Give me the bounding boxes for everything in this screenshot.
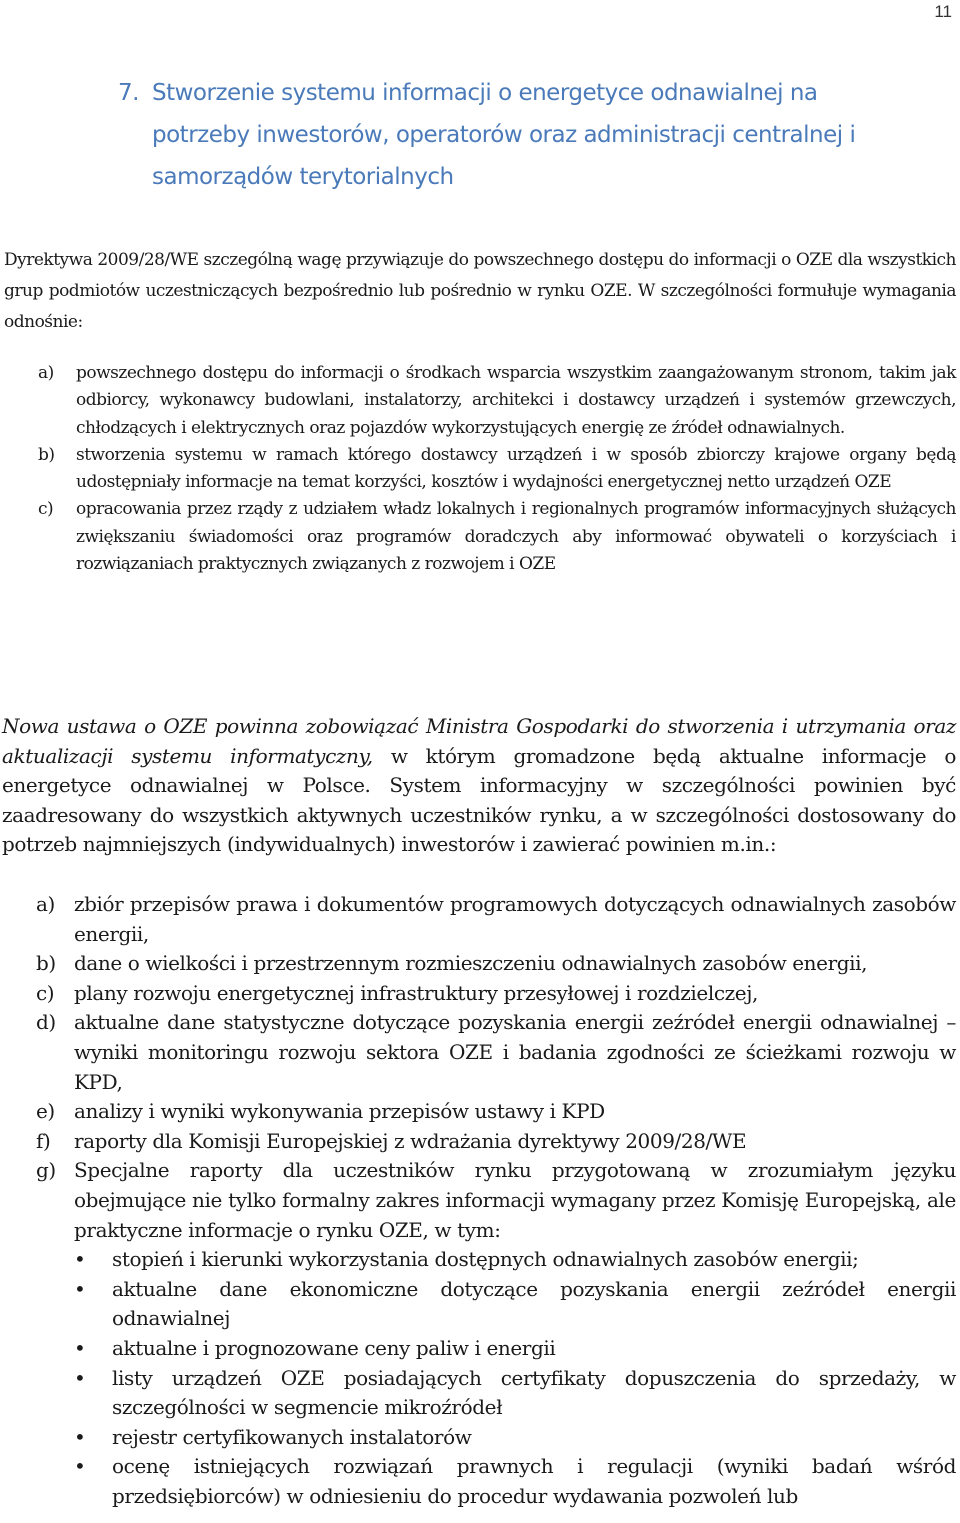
list-item-text: opracowania przez rządy z udziałem władz lokalnych i regionalnych programów informacyjnych służących zwiększaniu świadomości oraz programów doradczych aby informować obywateli o korzyściach i rozwiązaniach praktycznych związanych z rozwojem i OZE [76,499,956,575]
bullet-icon: • [74,1454,86,1479]
list-item [2,1097,956,1127]
bullet-list [74,1245,956,1511]
bullet-item [74,1334,956,1364]
list-marker: b) [36,951,56,976]
list-item-text: Specjalne raporty dla uczestników rynku przygotowaną w zrozumiałym języku obejmujące nie tylko formalny zakres informacji wymagany przez Komisję Europejską, ale praktyczne informacje o rynku OZE, w tym: [74,1158,956,1242]
bullet-item [74,1275,956,1334]
bullet-icon: • [74,1335,86,1360]
list-item [2,1008,956,1097]
bullet-item [74,1452,956,1511]
section-heading [118,72,898,198]
list-item-text: powszechnego dostępu do informacji o środkach wsparcia wszystkim zaangażowanym stronom, takim jak odbiorcy, wykonawcy budowlani, instalatorzy, architekci i dostawcy urządzeń i systemów grzewczych, chłodzących i elektrycznych oraz pojazdów wykorzystujących energię ze źródeł odnawialnych. [76,363,956,438]
italic-lead: Nowa ustawa o OZE powinna zobowiązać Ministra Gospodarki do stworzenia i utrzymania oraz aktualizacji systemu informatyczny, [2,714,956,768]
list-item-text: analizy i wyniki wykonywania przepisów ustawy i KPD [74,1099,605,1124]
bullet-icon: • [74,1247,86,1272]
list-marker: g) [36,1158,56,1183]
list-marker: e) [36,1099,55,1124]
system-paragraph [2,712,956,860]
list-item [2,979,956,1009]
bullet-text: listy urządzeń OZE posiadających certyfikaty dopuszczenia do sprzedaży, w szczególności w segmencie mikroźródeł [112,1365,956,1420]
list-marker: b) [38,444,55,465]
list-item [2,890,956,949]
intro-paragraph: Dyrektywa 2009/28/WE szczególną wagę przywiązuje do powszechnego dostępu do informacji o OZE dla wszystkich grup podmiotów uczestniczących bezpośrednio lub pośrednio w rynku OZE. W szczególności formułuje wymagania odnośnie: [4,250,956,332]
list-item [2,1127,956,1157]
list-marker: a) [38,363,54,383]
list-marker: f) [36,1128,51,1153]
bullet-icon: • [74,1276,86,1301]
section-number: 7. [118,80,139,106]
page-number: 11 [934,2,952,21]
list-item-text: stworzenia systemu w ramach którego dostawcy urządzeń i w sposób zbiorczy krajowe organy będą udostępniały informacje na temat korzyści, kosztów i wydajności energetycznej netto urządzeń OZE [76,444,956,493]
list-item [4,442,956,497]
list-item [2,949,956,979]
bullet-icon: • [74,1424,86,1449]
list-marker: d) [36,1010,56,1035]
list-item-text: dane o wielkości i przestrzennym rozmieszczeniu odnawialnych zasobów energii, [74,951,868,976]
list-item-text: raporty dla Komisji Europejskiej z wdrażania dyrektywy 2009/28/WE [74,1128,747,1153]
bullet-text: rejestr certyfikowanych instalatorów [112,1424,472,1449]
list-marker: a) [36,892,55,916]
list-item [4,496,956,578]
bullet-text: aktualne dane ekonomiczne dotyczące pozyskania energii zeźródeł energii odnawialnej [112,1276,956,1331]
list-item [2,1156,956,1511]
bullet-text: aktualne i prognozowane ceny paliw i energii [112,1335,556,1360]
bullet-text: ocenę istniejących rozwiązań prawnych i regulacji (wyniki badań wśród przedsiębiorców) w odniesieniu do procedur wydawania pozwoleń lub [112,1454,956,1508]
list-marker: c) [36,980,55,1005]
list-item-text: aktualne dane statystyczne dotyczące pozyskania energii zeźródeł energii odnawialnej – wyniki monitoringu rozwoju sektora OZE i badania zgodności ze ścieżkami rozwoju w KPD, [74,1010,956,1094]
bullet-item [74,1364,956,1423]
section-title: Stworzenie systemu informacji o energetyce odnawialnej na potrzeby inwestorów, operatorów oraz administracji centralnej i samorządów terytorialnych [152,80,856,190]
bullet-item [74,1423,956,1453]
bullet-item [74,1245,956,1275]
list-item [4,360,956,442]
paragraph-text: w którym gromadzone będą aktualne informacje o energetyce odnawialnej w Polsce. System informacyjny w szczególności powinien być zaadresowany do wszystkich aktywnych uczestników rynku, a w szczególności dostosowany do potrzeb najmniejszych (indywidualnych) inwestorów i zawierać powinien m.in.: [2,743,956,857]
bullet-icon: • [74,1365,86,1390]
list-marker: c) [38,499,54,520]
requirements-list [4,360,956,578]
list-item-text: zbiór przepisów prawa i dokumentów programowych dotyczących odnawialnych zasobów energii, [74,892,956,946]
list-item-text: plany rozwoju energetycznej infrastruktury przesyłowej i rozdzielczej, [74,980,758,1005]
system-contents-list [2,890,956,1511]
bullet-text: stopień i kierunki wykorzystania dostępnych odnawialnych zasobów energii; [112,1247,859,1272]
